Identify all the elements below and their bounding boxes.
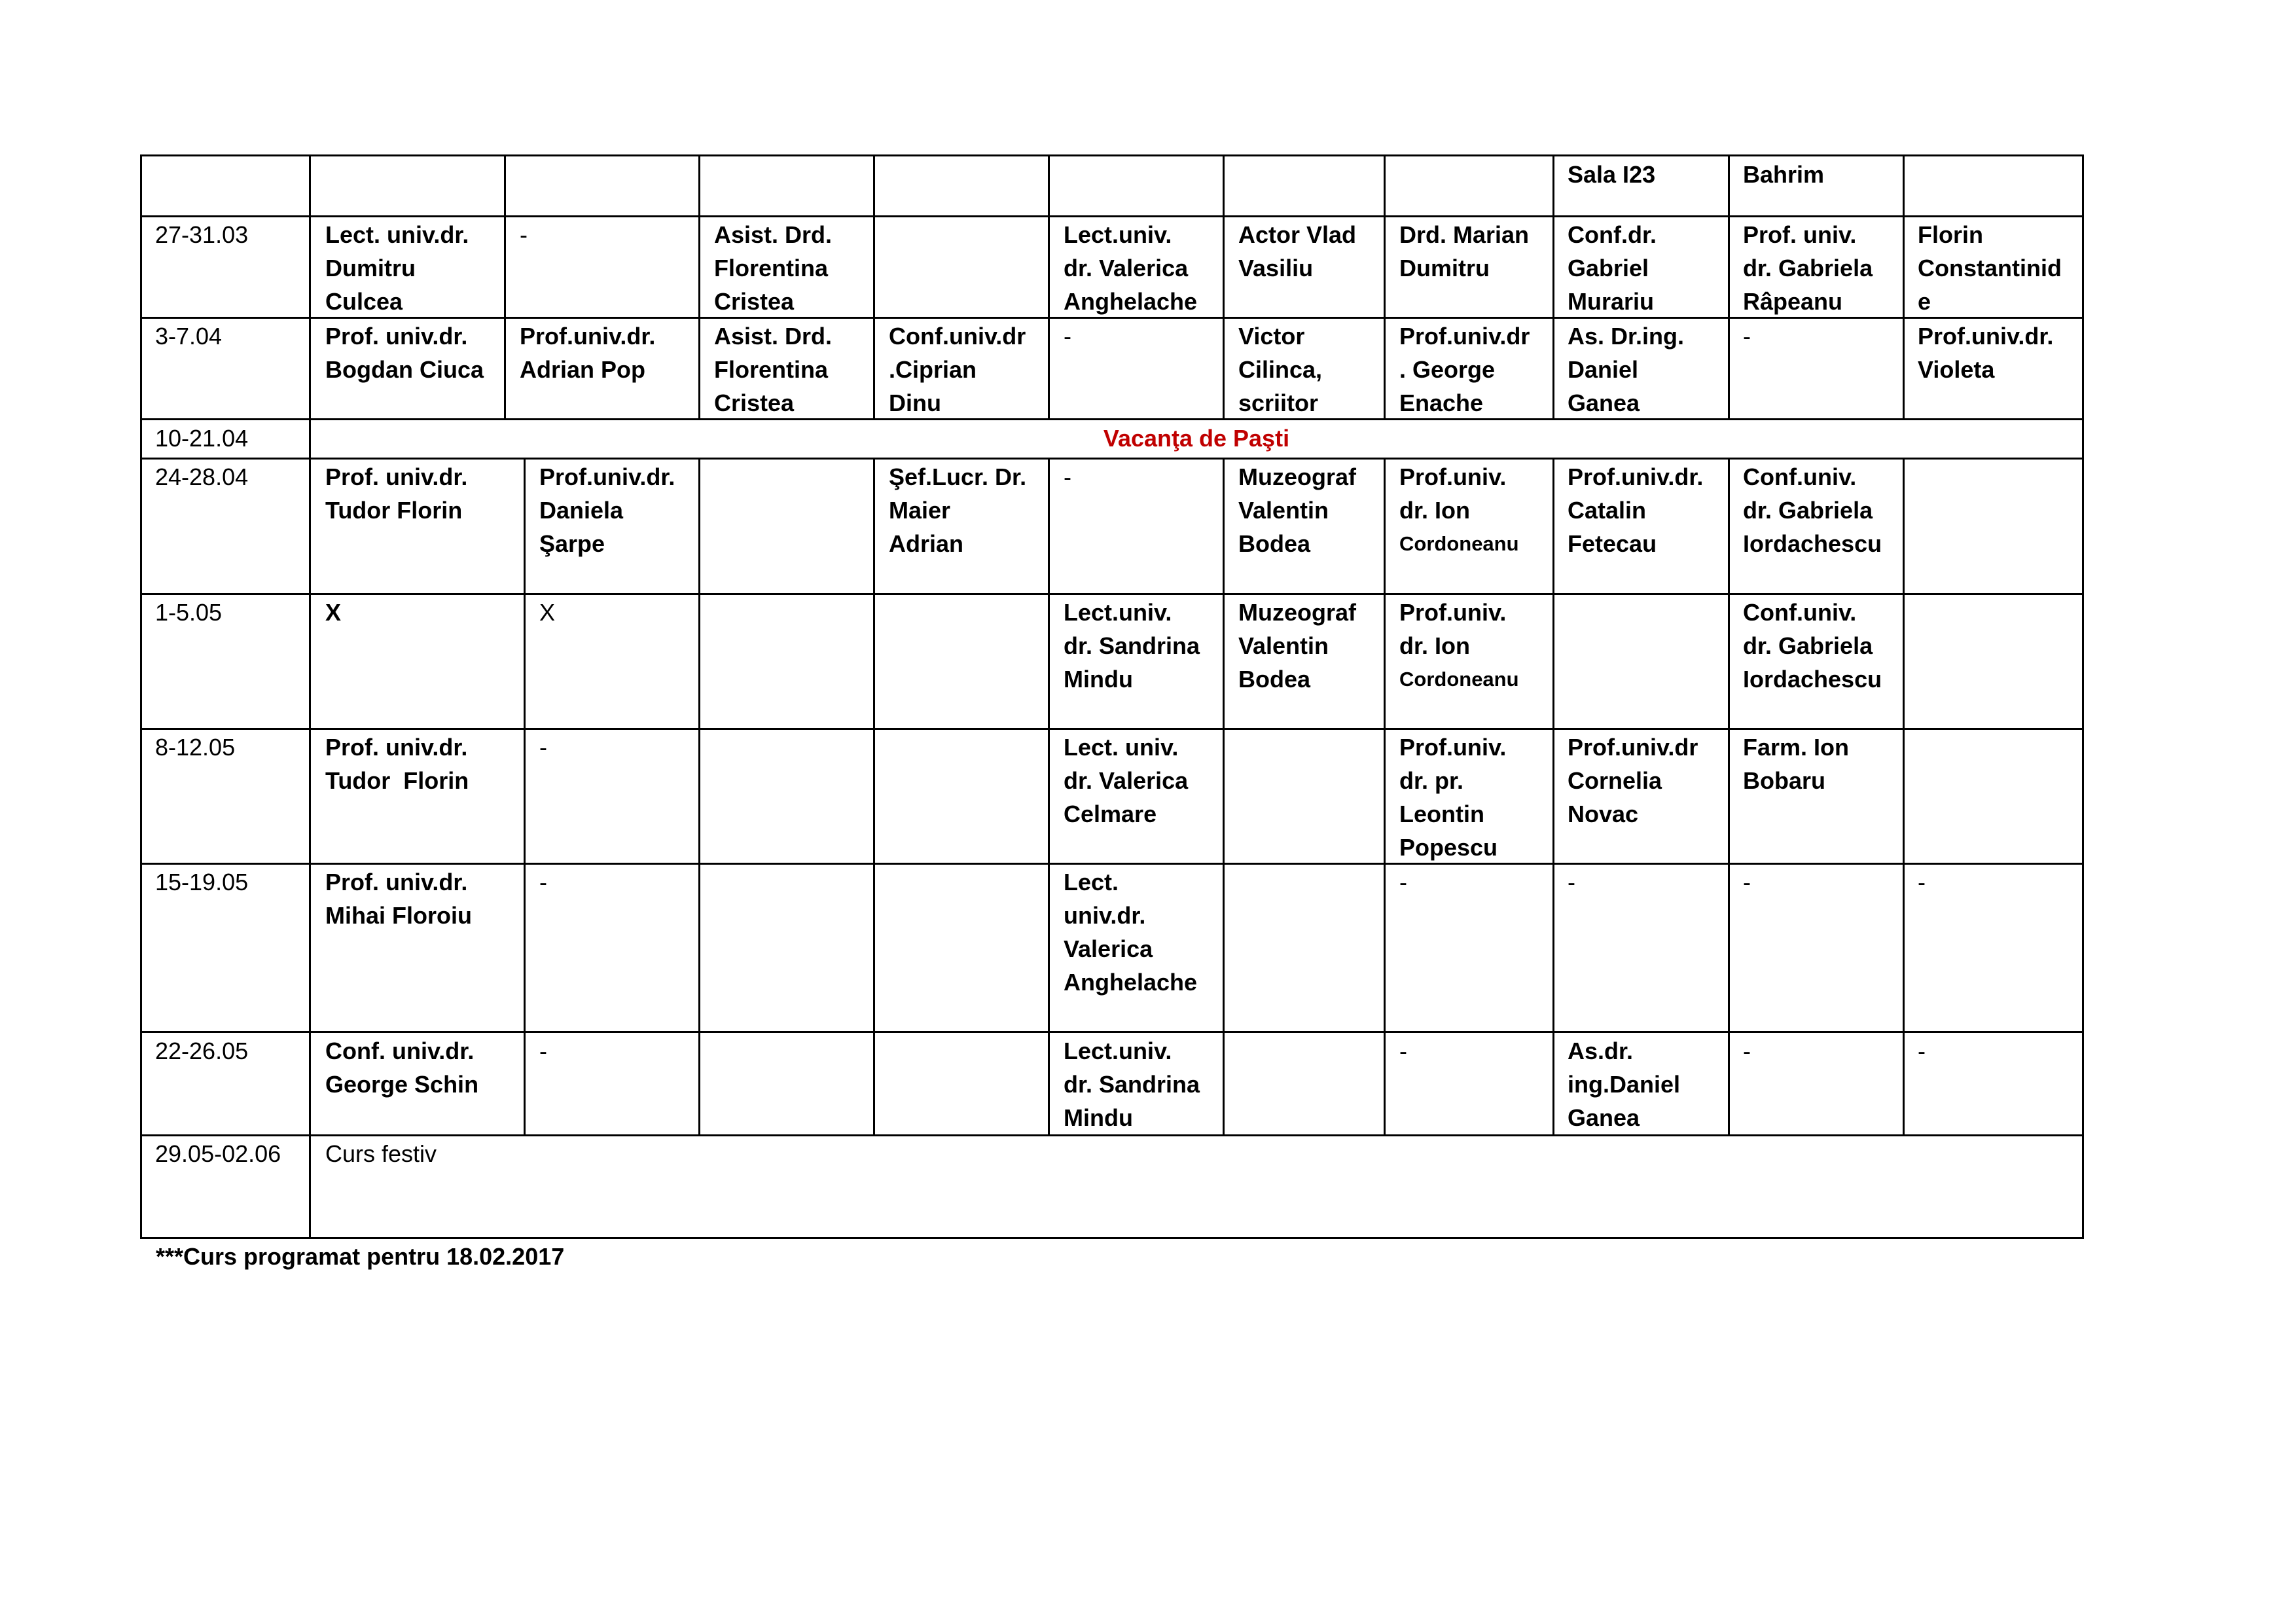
- grid-line: [140, 1031, 2084, 1033]
- grid-line: [873, 458, 875, 1136]
- table-cell: Prof. univ.dr. Tudor Florin: [325, 463, 468, 524]
- table-cell: -: [1743, 323, 1751, 350]
- grid-line: [140, 1134, 2084, 1136]
- table-cell: Muzeograf Valentin Bodea: [1238, 463, 1356, 557]
- table-cell: As. Dr.ing. Daniel Ganea: [1568, 323, 1685, 416]
- table-cell: -: [1918, 1038, 1926, 1064]
- table-cell: Prof.univ.dr Cornelia Novac: [1568, 734, 1698, 827]
- grid-line: [1728, 154, 1730, 420]
- date-cell: 10-21.04: [155, 425, 249, 452]
- table-cell: Prof.univ.dr. Violeta: [1918, 323, 2054, 383]
- table-cell: Asist. Drd. Florentina Cristea: [714, 221, 833, 315]
- table-cell: -: [1743, 1038, 1751, 1064]
- date-cell: 22-26.05: [155, 1038, 249, 1064]
- table-cell: Prof.univ.dr. Catalin Fetecau: [1568, 463, 1704, 557]
- date-cell: 29.05-02.06: [155, 1140, 281, 1167]
- grid-line: [1903, 458, 1905, 1136]
- date-cell: 27-31.03: [155, 221, 249, 248]
- table-cell: Conf. univ.dr. George Schin: [325, 1038, 479, 1098]
- grid-line: [140, 215, 2084, 217]
- table-cell: X: [539, 599, 556, 626]
- grid-line: [873, 154, 875, 420]
- table-cell: Prof. univ.dr. Tudor Florin: [325, 734, 469, 794]
- table-cell: Conf.univ. dr. Gabriela Iordachescu: [1743, 463, 1882, 557]
- grid-line: [140, 154, 2084, 156]
- table-cell: Muzeograf Valentin Bodea: [1238, 599, 1356, 693]
- table-cell: Lect.univ. dr. Valerica Anghelache: [1064, 221, 1198, 315]
- vacation-banner: Vacanţa de Paşti: [1103, 425, 1290, 452]
- table-cell: -: [1918, 869, 1926, 895]
- grid-line: [140, 1237, 2084, 1239]
- date-cell: 15-19.05: [155, 869, 249, 895]
- grid-line: [309, 154, 311, 1239]
- grid-line: [698, 154, 700, 420]
- table-cell: -: [539, 1038, 547, 1064]
- grid-line: [1048, 458, 1050, 1136]
- grid-line: [1048, 154, 1050, 420]
- table-cell: Lect. univ.dr. Dumitru Culcea: [325, 221, 469, 315]
- grid-line: [1552, 458, 1554, 1136]
- table-cell: -: [539, 734, 547, 761]
- table-cell: Curs festiv: [325, 1140, 437, 1167]
- grid-line: [140, 418, 2084, 420]
- date-cell: 24-28.04: [155, 463, 249, 490]
- date-cell: 3-7.04: [155, 323, 223, 350]
- table-cell: Prof. univ.dr. Mihai Floroiu: [325, 869, 472, 929]
- table-cell: -: [1568, 869, 1575, 895]
- grid-line: [140, 593, 2084, 595]
- table-cell: Asist. Drd. Florentina Cristea: [714, 323, 833, 416]
- table-cell: -: [1399, 1038, 1407, 1064]
- table-cell: -: [539, 869, 547, 895]
- table-cell: Conf.dr. Gabriel Murariu: [1568, 221, 1657, 315]
- table-cell: Şef.Lucr. Dr. Maier Adrian: [889, 463, 1027, 557]
- grid-line: [1384, 154, 1386, 420]
- table-cell: Prof. univ. dr. Gabriela Râpeanu: [1743, 221, 1873, 315]
- table-cell: Bahrim: [1743, 161, 1825, 188]
- table-cell: Lect.univ. dr. Sandrina Mindu: [1064, 1038, 1200, 1131]
- grid-line: [1223, 154, 1225, 420]
- table-cell: Actor Vlad Vasiliu: [1238, 221, 1357, 281]
- table-cell: Victor Cilinca, scriitor: [1238, 323, 1323, 416]
- footnote: ***Curs programat pentru 18.02.2017: [156, 1243, 565, 1270]
- date-cell: 8-12.05: [155, 734, 236, 761]
- table-cell: -: [1064, 463, 1071, 490]
- table-cell: Farm. Ion Bobaru: [1743, 734, 1850, 794]
- table-cell: Prof.univ.dr. Adrian Pop: [520, 323, 656, 383]
- table-cell: Lect. univ. dr. Valerica Celmare: [1064, 734, 1189, 827]
- table-cell: -: [1064, 323, 1071, 350]
- grid-line: [504, 154, 506, 420]
- table-cell: -: [520, 221, 528, 248]
- table-cell: Prof.univ.dr. Daniela Şarpe: [539, 463, 675, 557]
- table-cell: Prof.univ.dr . George Enache: [1399, 323, 1530, 416]
- table-cell: Prof.univ. dr. Ion Cordoneanu: [1399, 599, 1519, 691]
- table-cell: Lect. univ.dr. Valerica Anghelache: [1064, 869, 1198, 996]
- grid-line: [1728, 458, 1730, 1136]
- grid-line: [1223, 458, 1225, 1136]
- table-cell: Sala I23: [1568, 161, 1656, 188]
- grid-line: [140, 458, 2084, 460]
- table-cell: As.dr. ing.Daniel Ganea: [1568, 1038, 1681, 1131]
- table-cell: Prof.univ. dr. pr. Leontin Popescu: [1399, 734, 1507, 861]
- grid-line: [140, 863, 2084, 865]
- table-cell: X: [325, 599, 342, 626]
- table-cell: Conf.univ. dr. Gabriela Iordachescu: [1743, 599, 1882, 693]
- table-cell: Conf.univ.dr .Ciprian Dinu: [889, 323, 1026, 416]
- table-cell: Prof.univ. dr. Ion Cordoneanu: [1399, 463, 1519, 555]
- table-cell: Drd. Marian Dumitru: [1399, 221, 1530, 281]
- grid-line: [1384, 458, 1386, 1136]
- grid-line: [1552, 154, 1554, 420]
- date-cell: 1-5.05: [155, 599, 223, 626]
- table-cell: Prof. univ.dr. Bogdan Ciuca: [325, 323, 484, 383]
- table-cell: Lect.univ. dr. Sandrina Mindu: [1064, 599, 1200, 693]
- grid-line: [524, 458, 526, 1136]
- grid-line: [1903, 154, 1905, 420]
- table-cell: -: [1743, 869, 1751, 895]
- grid-line: [140, 728, 2084, 730]
- table-cell: -: [1399, 869, 1407, 895]
- grid-line: [698, 458, 700, 1136]
- table-cell: Florin Constantinid e: [1918, 221, 2062, 315]
